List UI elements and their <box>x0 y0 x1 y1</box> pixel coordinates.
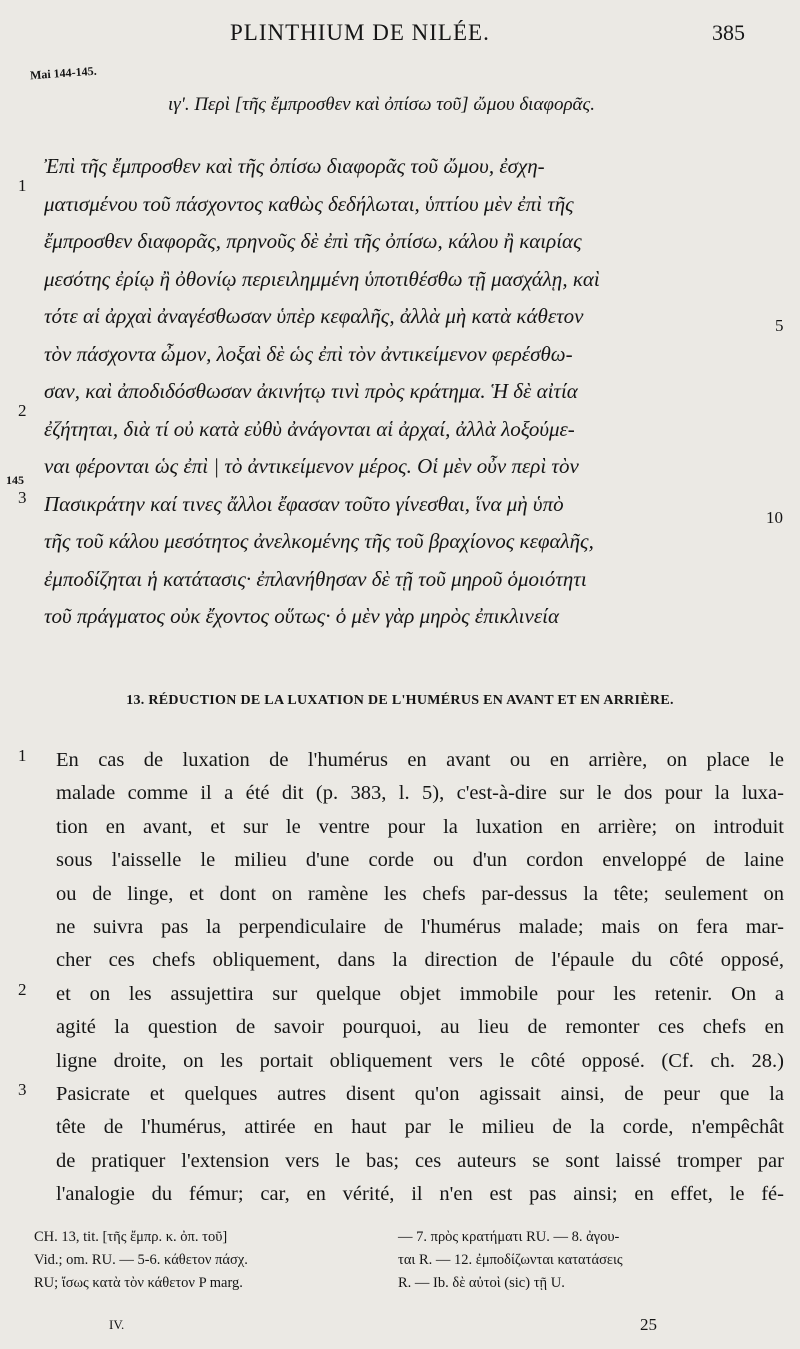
apparatus-line: ται R. — 12. ἐμποδίζωνται κατατάσεις <box>398 1252 623 1268</box>
french-line: tête de l'humérus, attirée en haut par le milieu de la corde, n'empêchât <box>56 1116 784 1139</box>
greek-line: σαν, καὶ ἀποδιδόσθωσαν ἀκινήτῳ τινὶ πρὸς κράτημα. Ἡ δὲ αἰτία <box>44 379 578 403</box>
french-section-heading: 13. RÉDUCTION DE LA LUXATION DE L'HUMÉRUS EN AVANT ET EN ARRIÈRE. <box>126 693 674 708</box>
signature-mark: IV. <box>109 1317 125 1332</box>
greek-line: Πασικράτην καί τινες ἄλλοι ἔφασαν τοῦτο γίνεσθαι, ἵνα μὴ ὑπὸ <box>44 491 564 516</box>
french-line: cher ces chefs obliquement, dans la direction de l'épaule du côté opposé, <box>56 949 784 972</box>
greek-line: τὸν πάσχοντα ὦμον, λοξαὶ δὲ ὡς ἐπὶ τὸν ἀντικείμενον φερέσθω- <box>44 341 573 366</box>
greek-line: τότε αἱ ἀρχαὶ ἀναγέσθωσαν ὑπὲρ κεφαλῆς, ἀλλὰ μὴ κατὰ κάθετον <box>44 304 584 328</box>
greek-line-number: 10 <box>766 508 783 527</box>
french-line: agité la question de savoir pourquoi, au lieu de remonter ces chefs en <box>56 1016 784 1039</box>
french-line: et on les assujettira sur quelque objet immobile pour les retenir. On a <box>56 982 784 1005</box>
apparatus-line: RU; ἴσως κατὰ τὸν κάθετον P marg. <box>34 1275 243 1291</box>
french-line: En cas de luxation de l'humérus en avant ou en arrière, on place le <box>56 749 784 771</box>
greek-line: τῆς τοῦ κάλου μεσότητος ἀνελκομένης τῆς τοῦ βραχίονος κεφαλῆς, <box>44 529 594 553</box>
apparatus-line: CH. 13, tit. [τῆς ἔμπρ. κ. ὀπ. τοῦ] <box>34 1229 228 1245</box>
french-paragraph-number: 2 <box>18 980 27 999</box>
apparatus-right-column <box>398 1226 780 1295</box>
french-line: de pratiquer l'extension vers le bas; ces auteurs se sont laissé tromper par <box>56 1149 784 1172</box>
apparatus-left-column <box>34 1226 392 1295</box>
apparatus-line: Vid.; om. RU. — 5-6. κάθετον πάσχ. <box>34 1252 248 1268</box>
greek-text-block <box>44 148 779 636</box>
sheet-number: 25 <box>640 1315 657 1334</box>
greek-line: μεσότης ἐρίῳ ἢ ὀθονίῳ περιειλημμένη ὑποτιθέσθω τῇ μασχάλῃ, καὶ <box>44 266 600 291</box>
greek-line: ναι φέρονται ὡς ἐπὶ | τὸ ἀντικείμενον μέρος. Οἱ μὲν οὖν περὶ τὸν <box>44 454 579 478</box>
french-line: tion en avant, et sur le ventre pour la luxation en arrière; on introduit <box>56 815 784 838</box>
running-title: PLINTHIUM DE NILÉE. <box>230 20 490 45</box>
french-line: ou de linge, et dont on ramène les chefs par-dessus la tête; seulement on <box>56 882 784 905</box>
greek-paragraph-number: 2 <box>18 401 27 420</box>
running-header <box>0 14 800 50</box>
french-line: sous l'aisselle le milieu d'une corde ou d'un cordon enveloppé de laine <box>56 849 784 872</box>
french-line: malade comme il a été dit (p. 383, l. 5), c'est-à-dire sur le dos pour la luxa- <box>56 782 784 805</box>
greek-paragraph-number: 3 <box>18 488 27 507</box>
greek-line: ἐζήτηται, διὰ τί οὐ κατὰ εὐθὺ ἀνάγονται αἱ ἀρχαί, ἀλλὰ λοξούμε- <box>44 416 575 441</box>
greek-line: ἔμπροσθεν διαφορᾶς, πρηνοῦς δὲ ἐπὶ τῆς ὀπίσω, κάλου ἢ καιρίας <box>44 229 582 253</box>
greek-line: ἐμποδίζηται ἡ κατάτασις· ἐπλανήθησαν δὲ τῇ τοῦ μηροῦ ὁμοιότητι <box>44 566 587 591</box>
greek-line: ματισμένου τοῦ πάσχοντος καθὼς δεδήλωται, ὑπτίου μὲν ἐπὶ τῆς <box>44 191 574 216</box>
french-text-block <box>56 744 784 1211</box>
greek-line: Ἐπὶ τῆς ἔμπροσθεν καὶ τῆς ὀπίσω διαφορᾶς τοῦ ὤμου, ἐσχη- <box>44 154 545 178</box>
greek-paragraph-number: 1 <box>18 176 27 195</box>
greek-section-title: ιγʹ. Περὶ [τῆς ἔμπροσθεν καὶ ὀπίσω τοῦ] ὤμου διαφορᾶς. <box>168 94 595 115</box>
french-paragraph-number: 3 <box>18 1080 27 1099</box>
greek-line-number: 5 <box>775 316 784 335</box>
apparatus-line: — 7. πρὸς κρατήματι RU. — 8. ἀγου- <box>398 1229 620 1245</box>
page-number: 385 <box>712 20 745 45</box>
french-line: ligne droite, on les portait obliquement vers le côté opposé. (Cf. ch. 28.) <box>56 1049 784 1072</box>
french-line: ne suivra pas la perpendiculaire de l'humérus malade; mais on fera mar- <box>56 915 784 938</box>
apparatus-line: R. — Ib. δὲ αὐτοὶ (sic) τῇ U. <box>398 1275 565 1291</box>
french-paragraph-number: 1 <box>18 746 27 765</box>
greek-line: τοῦ πράγματος οὐκ ἔχοντος οὕτως· ὁ μὲν γὰρ μηρὸς ἐπικλινεία <box>44 604 559 628</box>
mai-page-marker: 145 <box>6 473 24 487</box>
french-line: l'analogie du fémur; car, en vérité, il n'en est pas ainsi; en effet, le fé- <box>56 1183 784 1206</box>
mai-reference: Mai 144-145. <box>29 63 98 83</box>
french-line: Pasicrate et quelques autres disent qu'on agissait ainsi, de peur que la <box>56 1082 784 1105</box>
